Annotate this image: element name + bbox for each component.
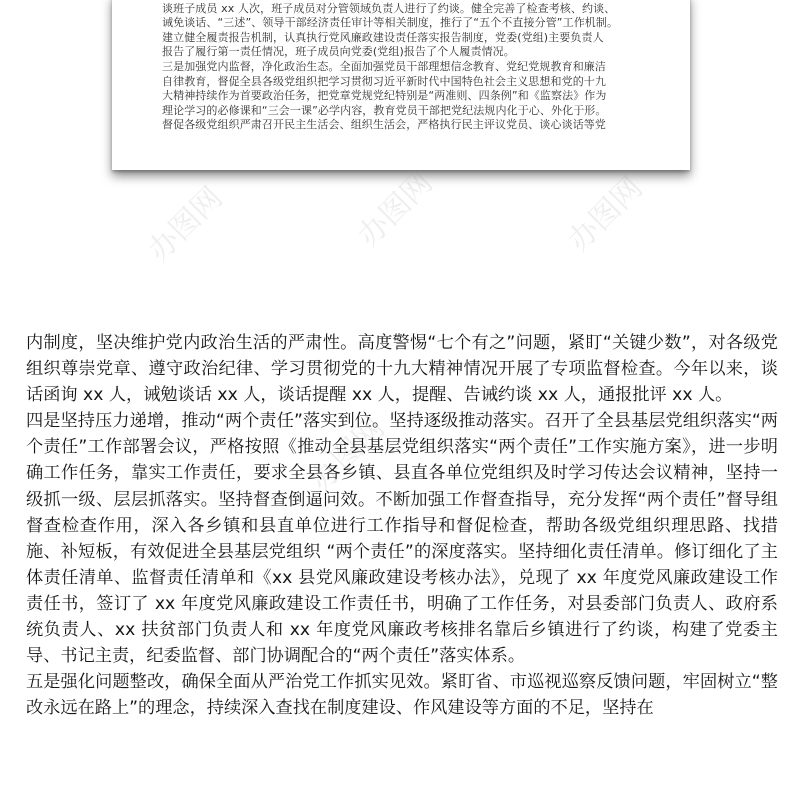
preview-line: 建立健全履责报告机制，认真执行党风廉政建设责任落实报告制度，党委(党组)主要负责人	[162, 30, 604, 44]
watermark: 办图网	[351, 165, 440, 254]
preview-line: 自律教育，督促全县各级党组织把学习贯彻习近平新时代中国特色社会主义思想和党的十九	[162, 74, 606, 88]
paragraph: 五是强化问题整改，确保全面从严治党工作抓实见效。紧盯省、市巡视巡察反馈问题，牢固树立“整改永远在路上”的理念，持续深入查找在制度建设、作风建设等方面的不足，坚持在	[26, 672, 778, 719]
document-body	[26, 330, 778, 721]
paragraph: 四是坚持压力递增，推动“两个责任”落实到位。坚持逐级推动落实。召开了全县基层党组织落实“两个责任”工作部署会议，严格按照《推动全县基层党组织落实“两个责任”工作实施方案》，进一步明确工作任务，靠实工作责任，要求全县各乡镇、县直各单位党组织及时学习传达会议精神，坚持一级抓一级、层层抓落实。坚持督查倒逼问效。不断加强工作督查指导，充分发挥“两个责任”督导组督查检查作用，深入各乡镇和县直单位进行工作指导和督促检查，帮助各级党组织理思路、找措施、补短板，有效促进全县基层党组织 “两个责任”的深度落实。坚持细化责任清单。修订细化了主体责任清单、监督责任清单和《xx 县党风廉政建设考核办法》，兑现了 xx 年度党风廉政建设工作责任书，签订了 xx 年度党风廉政建设工作责任书，明确了工作任务，对县委部门负责人、政府系统负责人、xx 扶贫部门负责人和 xx 年度党风廉政考核排名靠后乡镇进行了约谈，构建了党委主导、书记主责，纪委监督、部门协调配合的“两个责任”落实体系。	[26, 411, 778, 667]
preview-line: 理论学习的必修课和“三会一课”必学内容，教育党员干部把党纪法规内化于心、外化于形。	[162, 103, 607, 117]
preview-line: 督促各级党组织严肃召开民主生活会、组织生活会，严格执行民主评议党员、谈心谈话等党	[162, 118, 606, 132]
preview-line: 三是加强党内监督，净化政治生态。全面加强党员干部理想信念教育、党纪党规教育和廉洁	[162, 59, 606, 73]
preview-line: 大精神持续作为首要政治任务，把党章党规党纪特别是“两准则、四条例”和《监察法》作为	[162, 89, 607, 103]
preview-line: 报告了履行第一责任情况，班子成员向党委(党组)报告了个人履责情况。	[162, 45, 515, 59]
watermark: 办图网	[141, 180, 230, 269]
preview-text	[162, 0, 662, 133]
preview-line: 诫免谈话、“三述”、领导干部经济责任审计等相关制度，推行了“五个不直接分管”工作机制。	[162, 16, 619, 30]
paragraph: 内制度，坚决维护党内政治生活的严肃性。高度警惕“七个有之”问题，紧盯“关键少数”，对各级党组织尊崇党章、遵守政治纪律、学习贯彻党的十九大精神情况开展了专项监督检查。今年以来，谈话函询 xx 人，诫勉谈话 xx 人，谈话提醒 xx 人，提醒、告诫约谈 xx 人，通报批评 xx 人。	[26, 333, 778, 406]
document-preview-card	[112, 0, 690, 170]
watermark: 办图网	[561, 170, 650, 259]
preview-area	[0, 0, 800, 290]
preview-line: 谈班子成员 xx 人次，班子成员对分管领域负责人进行了约谈。健全完善了检查考核、约谈、	[162, 1, 616, 15]
watermark: 办图网	[303, 410, 392, 499]
